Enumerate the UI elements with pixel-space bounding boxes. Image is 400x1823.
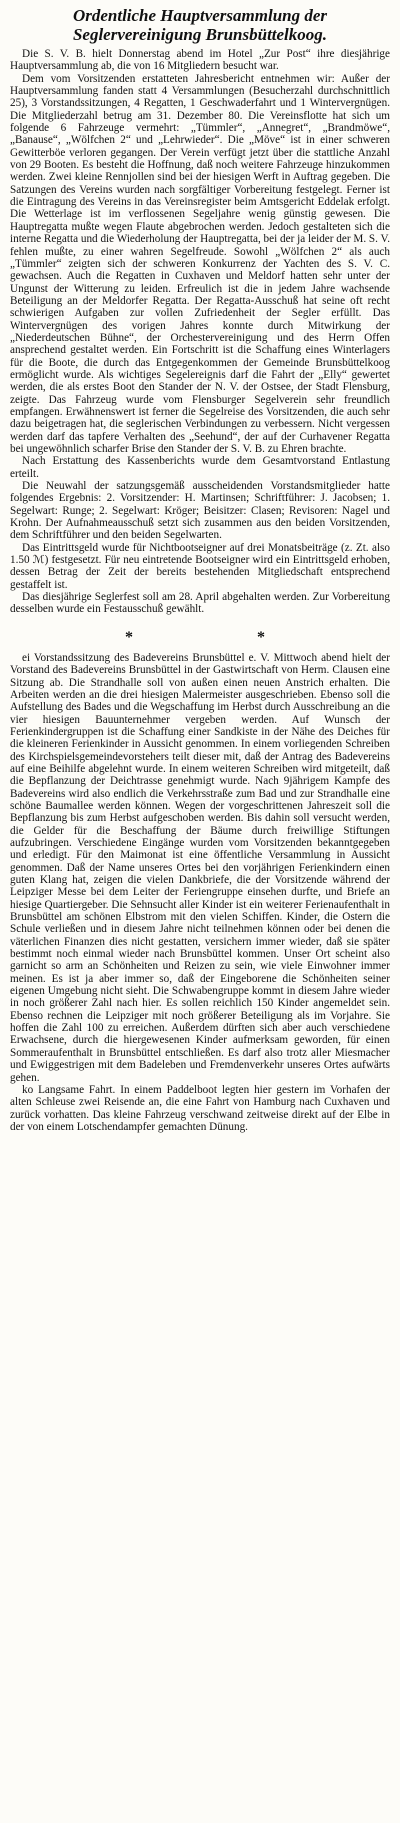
article-seglervereinigung bbox=[10, 48, 390, 616]
paragraph-eintrittsgeld: Das Eintrittsgeld wurde für Nichtbootseigner auf drei Monatsbeiträge (z. Zt. also 1.50 ℳ) festgesetzt. Für neu eintretende Bootseigner wird ein Eintrittsgeld erhoben, dessen Betrag der Zeit der bereits bestehenden Mitgliedschaft entsprechend gestaffelt ist. bbox=[10, 541, 390, 591]
paragraph-jahresbericht: Dem vom Vorsitzenden erstatteten Jahresbericht entnehmen wir: Außer der Hauptversammlung fanden statt 4 Versammlungen (Besucherzahl durchschnittlich 25), 3 Vorstandssitzungen, 4 Regatten, 1 Geschwaderfahrt und 1 Wintervergnügen. Die Mitgliederzahl betrug am 31. Dezember 80. Die Vereinsflotte hat sich um folgende 6 Fahrzeuge vermehrt: „Tümmler“, „Annegret“, „Brandmöwe“, „Banause“, „Wölfchen 2“ und „Lehrwieder“. Die „Möve“ ist in einer schweren Gewitterböe verloren gegangen. Der Verein verfügt jetzt über die stattliche Anzahl von 29 Booten. Es besteht die Hoffnung, daß noch weitere Fahrzeuge hinzukommen werden. Zwei kleine Rennjollen sind bei der hiesigen Werft in Auftrag gegeben. Die Satzungen des Vereins wurden nach sorgfältiger Vorbereitung festgelegt. Ferner ist die Eintragung des Vereins in das Vereinsregister beim Amtsgericht Eddelak erfolgt. Die Wetterlage ist im verflossenen Segeljahre wenig günstig gewesen. Die Hauptregatta mußte wegen Flaute abgebrochen werden. Jedoch gestalteten sich die interne Regatta und die Wiederholung der Hauptregatta, bei der ja leider der M. S. V. fehlen mußte, zu einer wahren Segelfreude. Sowohl „Wölfchen 2“ als auch „Tümmler“ zeigten sich der schweren Konkurrenz der Yachten des S. V. C. gewachsen. Auch die Regatten in Cuxhaven und Meldorf hatten sehr unter der Ungunst der Witterung zu leiden. Erfreulich ist die in jedem Jahre wachsende Beteiligung an der Meldorfer Regatta. Der Regatta-Ausschuß hat seine oft recht schwierigen Aufgaben zur vollen Zufriedenheit der Segler erfüllt. Das Wintervergnügen des vorigen Jahres konnte durch Mitwirkung der „Niederdeutschen Bühne“, der Orchestervereinigung und des Herrn Offen ansprechend gestaltet werden. Ein Fortschritt ist die Schaffung eines Winterlagers für die Boote, die durch das Entgegenkommen der Gemeinde Brunsbüttelkoog ermöglicht wurde. Als wichtiges Segelereignis darf die Fahrt der „Elly“ gewertet werden, die als erstes Boot den Stander der N. V. der Ostsee, der Stadt Flensburg, zeigte. Das Fahrzeug wurde vom Flensburger Segelverein sehr freundlich empfangen. Erwähnenswert ist ferner die Segelreise des Vorsitzenden, die auch sehr dazu beigetragen hat, die seglerischen Verbindungen zu verbessern. Nicht vergessen werden darf das tapfere Verhalten des „Seehund“, der auf der Curhavener Regatta bei ungewöhnlich scharfer Brise den Stander der S. V. B. zu Ehren brachte. bbox=[10, 72, 390, 455]
paragraph-langsame-fahrt: ko Langsame Fahrt. In einem Paddelboot legten hier gestern im Vorhafen der alten Schleuse zwei Reisende an, die eine Fahrt von Hamburg nach Cuxhaven und zurück vorhatten. Das kleine Fahrzeug verschwand zeitweise direkt auf der Elbe in der von einem Lotschendampfer gemachten Dünung. bbox=[10, 1083, 390, 1133]
paragraph-intro: Die S. V. B. hielt Donnerstag abend im Hotel „Zur Post“ ihre diesjährige Hauptversammlung ab, die von 16 Mitgliedern besucht war. bbox=[10, 48, 390, 73]
paragraph-seglerfest: Das diesjährige Seglerfest soll am 28. April abgehalten werden. Zur Vorbereitung desselben wurde ein Festausschuß gewählt. bbox=[10, 591, 390, 616]
section-separator: * * bbox=[125, 628, 325, 646]
article-headline: Ordentliche Hauptversammlung der Seglervereinigung Brunsbüttelkoog. bbox=[72, 6, 328, 44]
paragraph-neuwahl: Die Neuwahl der satzungsgemäß ausscheidenden Vorstandsmitglieder hatte folgendes Ergebnis: 2. Vorsitzender: H. Martinsen; Schriftführer: J. Jacobsen; 1. Segelwart: Runge; 2. Segelwart: Kröger; Beisitzer: Clasen; Revisoren: Nagel und Krohn. Der Aufnahmeausschuß setzt sich zusammen aus den beiden Vorsitzenden, dem Schriftführer und den beiden Segelwarten. bbox=[10, 480, 390, 542]
article-badeverein bbox=[10, 652, 390, 1133]
paragraph-kassenbericht: Nach Erstattung des Kassenberichts wurde dem Gesamtvorstand Entlastung erteilt. bbox=[10, 455, 390, 480]
paragraph-badeverein: ei Vorstandssitzung des Badevereins Brunsbüttel e. V. Mittwoch abend hielt der Vorstand des Badevereins Brunsbüttel in der Gastwirtschaft von Herm. Clausen eine Sitzung ab. Die Strandhalle soll von außen einen neuen Anstrich erhalten. Die Arbeiten werden an die drei hiesigen Malermeister ausgeschrieben. Ebenso soll die Aufstellung des Bades und die Wegschaffung im Herbst durch Ausschreibung an die vier hiesigen Bauunternehmer vergeben werden. Auf Wunsch der Ferienkindergruppen ist die Schaffung einer Sandkiste in der Nähe des Deiches für die kleineren Ferienkinder in Aussicht genommen. In einem vorliegenden Schreiben des Kirchspielsgemeindevorstehers teilt dieser mit, daß der Antrag des Badevereins auf eine Beihilfe abgelehnt wurde. In einem weiteren Schreiben wird mitgeteilt, daß die Bepflanzung der Deichtrasse genehmigt wurde. Nach 9jährigem Kampfe des Badevereins wird also endlich die Verkehrsstraße zum Bad und zur Strandhalle eine schöne Baumallee werden können. Wegen der vorgeschrittenen Jahreszeit soll die Bepflanzung bis zum Herbst aufgeschoben werden. Bis dahin soll versucht werden, die Gelder für die Beschaffung der Bäume durch freiwillige Stiftungen aufzubringen. Verschiedene Eingänge wurden vom Vorsitzenden bekanntgegeben und erledigt. Für den Maimonat ist eine öffentliche Versammlung in Aussicht genommen. Daß der Name unseres Ortes bei den vorjährigen Ferienkindern einen guten Klang hat, zeigen die vielen Dankbriefe, die der Vorsitzende während der Leipziger Messe bei dem Leiter der Feriengruppe einsehen durfte, und Briefe an hiesige Quartiergeber. Die Sehnsucht aller Kinder ist ein weiterer Ferienaufenthalt in Brunsbüttel am schönen Elbstrom mit den vielen Schiffen. Kinder, die Ostern die Schule verließen und in diesem Jahre nicht teilnehmen können oder bei denen die väterlichen Finanzen dies nicht gestatten, versichern immer wieder, daß sie später bestimmt noch einmal wieder nach Brunsbüttel kommen. Unser Ort scheint also garnicht so arm an Schönheiten und Reizen zu sein, wie viele Einwohner immer meinen. Es ist ja aber immer so, daß der Eingeborene die Schönheiten seiner eigenen Umgebung nicht sieht. Die Schwabengruppe kommt in diesem Jahre wieder in noch größerer Zahl nach hier. Es sollen reichlich 150 Kinder angemeldet sein. Ebenso rechnen die Leipziger mit noch größerer Beteiligung als im Vorjahre. Sie hoffen die Zahl 100 zu erreichen. Außerdem dürften sich aber auch verschiedene Erwachsene, durch die hiergewesenen Kinder aufmerksam geworden, für einen Sommeraufenthalt in Brunsbüttel entschließen. Es darf also trotz aller Miesmacher und Ewiggestrigen mit dem Badeleben und Fremdenverkehr unseres Ortes aufwärts gehen. bbox=[10, 651, 390, 1084]
